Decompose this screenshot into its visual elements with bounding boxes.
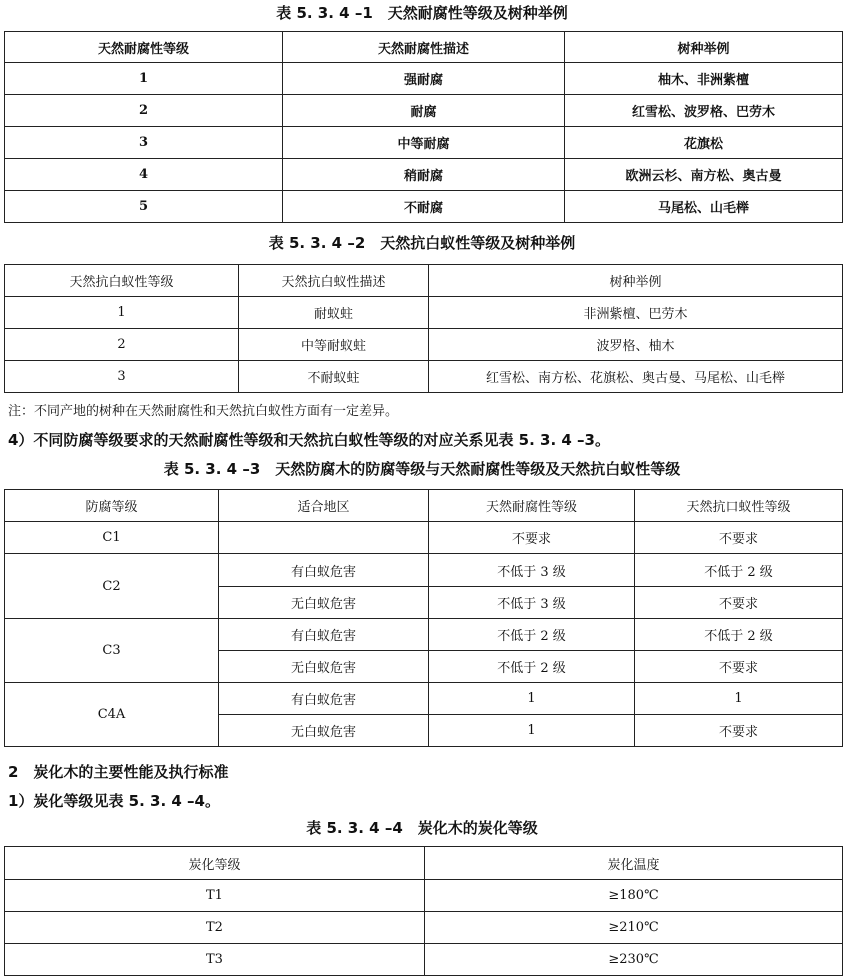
grade-cell: C2 <box>5 554 219 619</box>
termite-cell: 不低于 2 级 <box>635 554 843 587</box>
table-cell: 波罗格、柚木 <box>429 329 843 361</box>
table-row <box>5 95 843 127</box>
table-cell: 柚木、非洲紫檀 <box>565 63 843 95</box>
table-cell: T3 <box>5 944 425 976</box>
table-row <box>5 361 843 393</box>
table-cell: 红雪松、波罗格、巴劳木 <box>565 95 843 127</box>
grade-cell: C3 <box>5 619 219 683</box>
column-header: 天然抗白蚁性描述 <box>239 265 429 297</box>
region-cell: 无白蚁危害 <box>219 587 429 619</box>
table-cell: ≥230℃ <box>425 944 843 976</box>
table4-caption: 表 5. 3. 4 –4 炭化木的炭化等级 <box>306 819 538 837</box>
column-header: 树种举例 <box>429 265 843 297</box>
table-cell: 耐腐 <box>283 95 565 127</box>
table-row <box>5 191 843 223</box>
table-row <box>5 554 843 587</box>
column-header: 天然耐腐性描述 <box>283 32 565 63</box>
grade-cell: C4A <box>5 683 219 747</box>
table-cell: 强耐腐 <box>283 63 565 95</box>
table-cell: 非洲紫檀、巴劳木 <box>429 297 843 329</box>
table-cell: 3 <box>5 361 239 393</box>
termite-cell: 不要求 <box>635 522 843 554</box>
paragraph-1: 1）炭化等级见表 5. 3. 4 –4。 <box>8 792 220 810</box>
table-cell: 3 <box>5 127 283 159</box>
termite-cell: 1 <box>635 683 843 715</box>
column-header: 炭化等级 <box>5 847 425 880</box>
table1-decay-resistance <box>4 31 843 223</box>
table-cell: 5 <box>5 191 283 223</box>
region-cell: 有白蚁危害 <box>219 619 429 651</box>
table3-caption: 表 5. 3. 4 –3 天然防腐木的防腐等级与天然耐腐性等级及天然抗白蚁性等级 <box>163 460 681 478</box>
termite-cell: 不低于 2 级 <box>635 619 843 651</box>
table-row <box>5 619 843 651</box>
table-cell: 花旗松 <box>565 127 843 159</box>
table-cell: 1 <box>5 63 283 95</box>
section-2-heading: 2 炭化木的主要性能及执行标准 <box>8 763 229 781</box>
decay-cell: 不低于 3 级 <box>429 554 635 587</box>
table-cell: 1 <box>5 297 239 329</box>
table-row <box>5 63 843 95</box>
table-row <box>5 944 843 976</box>
column-header: 天然抗口蚁性等级 <box>635 490 843 522</box>
table3-preservation-grades <box>4 489 843 747</box>
decay-cell: 1 <box>429 715 635 747</box>
table-cell: 红雪松、南方松、花旗松、奥古曼、马尾松、山毛榉 <box>429 361 843 393</box>
table-row <box>5 683 843 715</box>
termite-cell: 不要求 <box>635 587 843 619</box>
decay-cell: 不低于 2 级 <box>429 619 635 651</box>
column-header: 炭化温度 <box>425 847 843 880</box>
region-cell: 有白蚁危害 <box>219 554 429 587</box>
region-cell: 有白蚁危害 <box>219 683 429 715</box>
region-cell: 无白蚁危害 <box>219 651 429 683</box>
table2-caption: 表 5. 3. 4 –2 天然抗白蚁性等级及树种举例 <box>268 234 576 252</box>
table-row <box>5 329 843 361</box>
table-row <box>5 127 843 159</box>
column-header: 天然抗白蚁性等级 <box>5 265 239 297</box>
table4-carbonization-grades <box>4 846 843 976</box>
region-cell <box>219 522 429 554</box>
table1-caption: 表 5. 3. 4 –1 天然耐腐性等级及树种举例 <box>276 4 568 22</box>
column-header: 天然耐腐性等级 <box>429 490 635 522</box>
termite-cell: 不要求 <box>635 651 843 683</box>
column-header: 树种举例 <box>565 32 843 63</box>
table-cell: 2 <box>5 329 239 361</box>
table-row <box>5 522 843 554</box>
table-cell: ≥210℃ <box>425 912 843 944</box>
table-cell: 不耐蚁蛀 <box>239 361 429 393</box>
table-cell: T1 <box>5 880 425 912</box>
table-header-row <box>5 32 843 63</box>
decay-cell: 不低于 2 级 <box>429 651 635 683</box>
table-row <box>5 912 843 944</box>
table-cell: T2 <box>5 912 425 944</box>
note-content: 注：不同产地的树种在天然耐腐性和天然抗白蚁性方面有一定差异。 <box>8 404 399 419</box>
decay-cell: 不要求 <box>429 522 635 554</box>
region-cell: 无白蚁危害 <box>219 715 429 747</box>
decay-cell: 1 <box>429 683 635 715</box>
table-cell: 2 <box>5 95 283 127</box>
column-header: 适合地区 <box>219 490 429 522</box>
grade-cell: C1 <box>5 522 219 554</box>
table-cell: 4 <box>5 159 283 191</box>
table-row <box>5 297 843 329</box>
table-cell: 中等耐蚁蛀 <box>239 329 429 361</box>
paragraph-4: 4）不同防腐等级要求的天然耐腐性等级和天然抗白蚁性等级的对应关系见表 5. 3. 4 –3。 <box>8 431 610 449</box>
table-cell: 稍耐腐 <box>283 159 565 191</box>
termite-cell: 不要求 <box>635 715 843 747</box>
table-cell: 耐蚁蛀 <box>239 297 429 329</box>
note-text <box>8 400 398 422</box>
column-header: 天然耐腐性等级 <box>5 32 283 63</box>
decay-cell: 不低于 3 级 <box>429 587 635 619</box>
table-row <box>5 159 843 191</box>
table-cell: 欧洲云杉、南方松、奥古曼 <box>565 159 843 191</box>
table-cell: 不耐腐 <box>283 191 565 223</box>
table-row <box>5 880 843 912</box>
table-cell: 中等耐腐 <box>283 127 565 159</box>
table-header-row <box>5 490 843 522</box>
table-header-row <box>5 265 843 297</box>
table-header-row <box>5 847 843 880</box>
table-cell: ≥180℃ <box>425 880 843 912</box>
column-header: 防腐等级 <box>5 490 219 522</box>
table2-termite-resistance <box>4 264 843 393</box>
table-cell: 马尾松、山毛榉 <box>565 191 843 223</box>
